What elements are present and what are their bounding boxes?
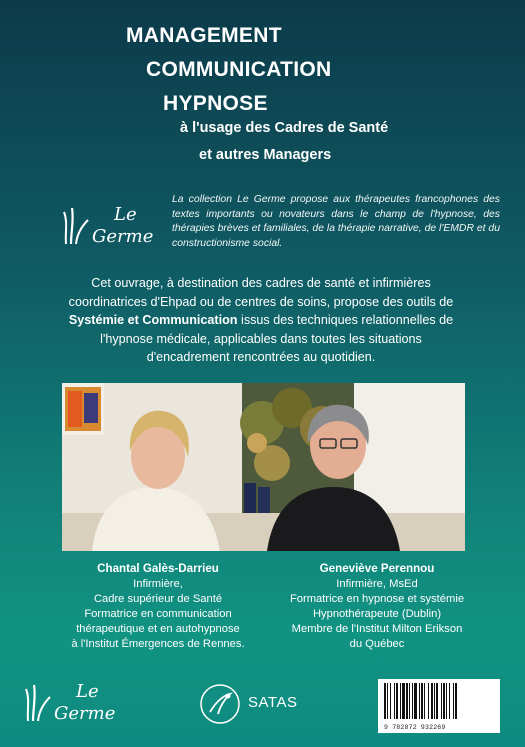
intro-part-2: issus des techniques relationnelles de l'hypnose médicale, applicables dans toutes les situations d'encadrement rencontrées au quotidien.: [100, 313, 454, 365]
publisher-name: SATAS: [248, 694, 298, 711]
sprout-icon: [62, 206, 90, 246]
satas-emblem-icon: [198, 682, 244, 726]
author-genevieve: [282, 561, 472, 652]
satas-logo: [198, 682, 308, 726]
author-line: Membre de l'Institut Milton Erikson: [291, 623, 463, 635]
subtitle-line-2: et autres Managers: [199, 147, 332, 163]
intro-part-1: Cet ouvrage, à destination des cadres de santé et infirmières coordinatrices d'Ehpad ou de centres de soins, propose des outils de: [68, 276, 454, 309]
logo-word-germe: Germe: [92, 226, 154, 247]
author-line: Infirmière,: [133, 578, 183, 590]
author-line: du Québec: [349, 638, 405, 650]
title-line-management: MANAGEMENT: [126, 24, 282, 47]
sprout-icon: [24, 683, 52, 723]
intro-bold: Systémie et Communication: [68, 313, 238, 328]
author-line: Cadre supérieur de Santé: [93, 593, 223, 605]
title-line-hypnose: HYPNOSE: [163, 92, 268, 115]
logo-word-le: Le: [76, 681, 99, 702]
author-name: Chantal Galès-Darrieu: [97, 562, 219, 575]
author-line: thérapeutique et en autohypnose: [76, 623, 240, 635]
logo-word-le: Le: [114, 204, 137, 225]
barcode-bars: [378, 679, 500, 723]
le-germe-logo-bottom: [24, 681, 128, 727]
author-line: Formatrice en communication: [84, 608, 232, 620]
subtitle-line-1: à l'usage des Cadres de Santé: [180, 120, 389, 136]
title-line-communication: COMMUNICATION: [146, 58, 332, 81]
author-line: Infirmière, MsEd: [336, 578, 418, 590]
author-name: Geneviève Perennou: [319, 562, 435, 575]
collection-description: La collection Le Germe propose aux thérapeutes francophones des textes importants ou novateurs dans le champ de l'hypnose, des thérapies brèves et familiales, de la thérapie narrative, de l'EMDR et du constructionisme social.: [172, 194, 500, 249]
authors-photo: [62, 383, 465, 551]
author-line: Formatrice en hypnose et systémie: [289, 593, 465, 605]
logo-word-germe: Germe: [54, 703, 116, 724]
le-germe-logo: [62, 204, 166, 250]
intro-paragraph: [60, 274, 462, 367]
author-chantal: [62, 561, 254, 652]
isbn-barcode: [378, 679, 500, 733]
author-line: à l'Institut Émergences de Rennes.: [71, 638, 245, 650]
author-line: Hypnothérapeute (Dublin): [312, 608, 442, 620]
barcode-number: 9 782872 932269: [384, 724, 446, 731]
